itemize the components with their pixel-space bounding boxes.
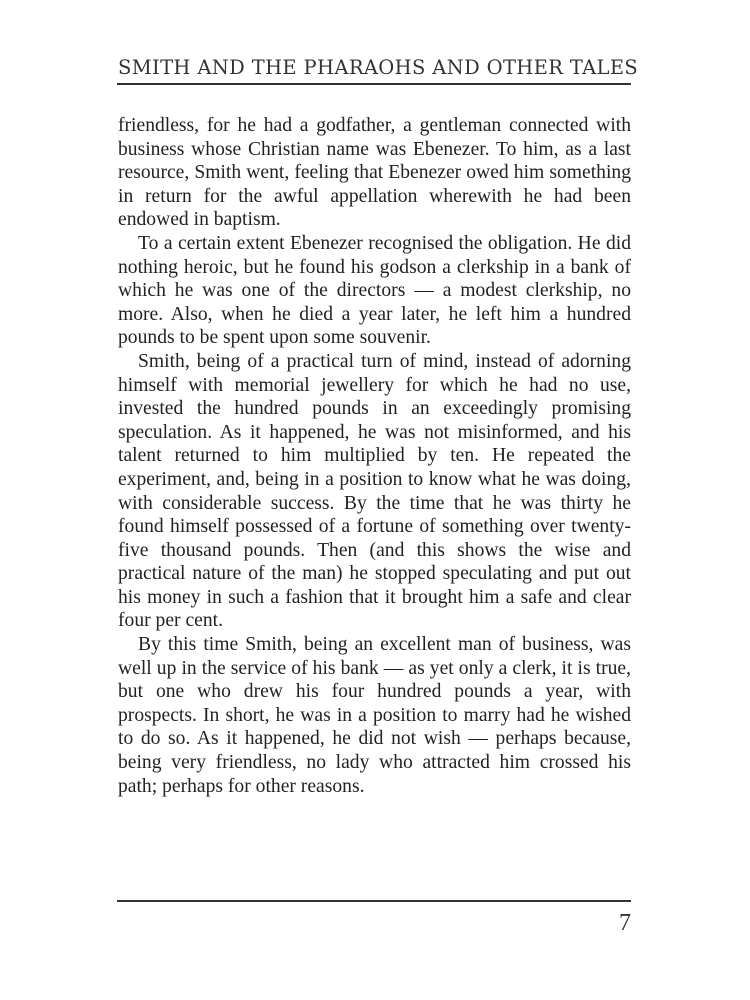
paragraph-3: Smith, being of a practical turn of mind, instead of adorning himself with memorial jewellery for which he had no use, invested the hundred pounds in an exceedingly promising speculation. As it happened, he was not misinformed, and his talent returned to him multiplied by ten. He repeated the experiment, and, being in a position to know what he was doing, with considerable success. By the time that he was thirty he found himself possessed of a fortune of something over twenty-five thousand pounds. Then (and this shows the wise and practical nature of the man) he stopped speculating and put out his money in such a fashion that it brought him a safe and clear four per cent.	[118, 350, 631, 632]
header-rule	[117, 83, 631, 85]
page-number: 7	[619, 910, 631, 936]
page-body	[118, 114, 631, 798]
paragraph-1: friendless, for he had a godfather, a gentleman connected with business whose Christian name was Ebenezer. To him, as a last resource, Smith went, feeling that Ebenezer owed him something in return for the awful appellation wherewith he had been endowed in baptism.	[118, 115, 631, 231]
paragraph-2: To a certain extent Ebenezer recognised the obligation. He did nothing heroic, but he found his godson a clerkship in a bank of which he was one of the directors — a modest clerkship, no more. Also, when he died a year later, he left him a hundred pounds to be spent upon some souvenir.	[118, 232, 631, 349]
paragraph-4: By this time Smith, being an excellent man of business, was well up in the service of his bank — as yet only a clerk, it is true, but one who drew his four hundred pounds a year, with prospects. In short, he was in a position to marry had he wished to do so. As it happened, he did not wish — perhaps because, being very friendless, no lady who attracted him crossed his path; perhaps for other reasons.	[118, 634, 631, 797]
running-title: SMITH AND THE PHARAOHS AND OTHER TALES	[118, 56, 639, 79]
footer-rule	[117, 900, 631, 902]
